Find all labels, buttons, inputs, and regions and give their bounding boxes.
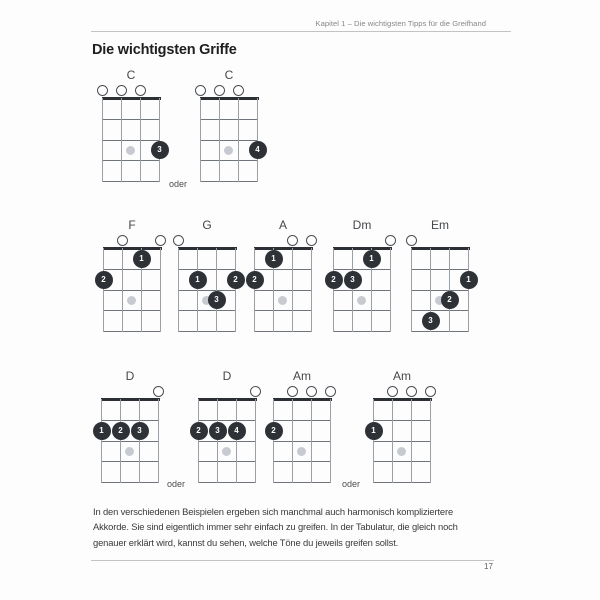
string-line [121, 98, 122, 182]
finger-dot: 2 [265, 422, 283, 440]
string-line [122, 248, 123, 332]
chapter-header: Kapitel 1 – Die wichtigsten Tipps für die Greifhand [315, 19, 486, 28]
fret-line [273, 461, 331, 462]
chord-name-label: C [224, 68, 234, 82]
string-line [139, 399, 140, 483]
chord-name-label: A [278, 218, 287, 232]
fret-line [101, 461, 159, 462]
string-line [178, 248, 179, 332]
chord-diagram-d-2 [198, 369, 256, 484]
footer-rule [91, 560, 494, 561]
nut-line [178, 247, 237, 250]
finger-dot: 3 [209, 422, 227, 440]
chord-diagram-c-1 [102, 68, 160, 183]
finger-dot: 4 [228, 422, 246, 440]
fret-line [411, 331, 469, 332]
fret-line [411, 269, 469, 270]
string-line [238, 98, 239, 182]
chord-name-label: Am [293, 369, 311, 383]
open-string-circle [155, 235, 166, 246]
fret-line [102, 160, 160, 161]
finger-dot: 1 [363, 250, 381, 268]
finger-dot: 3 [208, 291, 226, 309]
string-line [411, 248, 412, 332]
chord-name-label: F [128, 218, 136, 232]
open-string-circle [250, 386, 261, 397]
string-line [333, 248, 334, 332]
fret-line [103, 290, 161, 291]
finger-dot: 2 [325, 271, 343, 289]
string-line [292, 399, 293, 483]
chord-diagram-dm [333, 218, 391, 333]
open-string-circle [325, 386, 336, 397]
nut-line [273, 398, 332, 401]
string-line [103, 248, 104, 332]
fret-marker-dot [222, 447, 231, 456]
chord-diagram-c-2 [200, 68, 258, 183]
string-line [430, 399, 431, 483]
string-line [411, 399, 412, 483]
string-line [159, 98, 160, 182]
fret-line [198, 420, 256, 421]
chord-name-label: Dm [352, 218, 372, 232]
paragraph-line-1: In den verschiedenen Beispielen ergeben sich manchmal auch harmonisch kompliziertere [93, 506, 454, 517]
string-line [373, 399, 374, 483]
finger-dot: 4 [249, 141, 267, 159]
string-line [200, 98, 201, 182]
string-line [197, 248, 198, 332]
fret-line [273, 441, 331, 442]
chord-name-label: Am [393, 369, 411, 383]
string-line [102, 98, 103, 182]
fret-line [200, 119, 258, 120]
fret-line [254, 331, 312, 332]
body-paragraph [93, 504, 458, 550]
open-string-circle [173, 235, 184, 246]
string-line [311, 248, 312, 332]
open-string-circle [387, 386, 398, 397]
finger-dot: 1 [93, 422, 111, 440]
fret-line [101, 420, 159, 421]
oder-label-3: oder [342, 479, 361, 489]
string-line [198, 399, 199, 483]
string-line [273, 399, 274, 483]
fret-line [178, 290, 236, 291]
open-string-circle [97, 85, 108, 96]
fret-line [198, 482, 256, 483]
string-line [120, 399, 121, 483]
fret-marker-dot [126, 146, 135, 155]
fret-line [333, 331, 391, 332]
fret-line [103, 310, 161, 311]
fret-line [373, 441, 431, 442]
open-string-circle [195, 85, 206, 96]
finger-dot: 2 [441, 291, 459, 309]
string-line [101, 399, 102, 483]
string-line [468, 248, 469, 332]
fret-line [373, 420, 431, 421]
finger-dot: 3 [131, 422, 149, 440]
nut-line [254, 247, 313, 250]
paragraph-line-2: Akkorde. Sie sind eigentlich immer sehr einfach zu greifen. In der Tabulatur, die gleich noch [93, 521, 458, 533]
chord-name-label: D [222, 369, 232, 383]
open-string-circle [116, 85, 127, 96]
fret-marker-dot [357, 296, 366, 305]
fret-line [102, 140, 160, 141]
finger-dot: 3 [422, 312, 440, 330]
open-string-circle [117, 235, 128, 246]
open-string-circle [306, 235, 317, 246]
fret-line [178, 269, 236, 270]
fret-line [333, 290, 391, 291]
finger-dot: 1 [189, 271, 207, 289]
header-rule [91, 31, 511, 32]
chord-diagram-am-1 [273, 369, 331, 484]
finger-dot: 1 [365, 422, 383, 440]
page-number: 17 [484, 562, 493, 571]
open-string-circle [287, 386, 298, 397]
string-line [160, 248, 161, 332]
nut-line [333, 247, 392, 250]
nut-line [411, 247, 470, 250]
fret-line [200, 140, 258, 141]
string-line [390, 248, 391, 332]
fret-line [333, 310, 391, 311]
open-string-circle [425, 386, 436, 397]
string-line [254, 248, 255, 332]
fret-line [373, 482, 431, 483]
chord-diagram-em [411, 218, 469, 333]
fret-line [200, 181, 258, 182]
string-line [140, 98, 141, 182]
chord-name-label: Em [431, 218, 449, 232]
chord-diagram-am-2 [373, 369, 431, 484]
fret-line [178, 310, 236, 311]
string-line [449, 248, 450, 332]
open-string-circle [385, 235, 396, 246]
finger-dot: 2 [190, 422, 208, 440]
fret-line [102, 119, 160, 120]
fret-marker-dot [397, 447, 406, 456]
finger-dot: 1 [460, 271, 478, 289]
open-string-circle [233, 85, 244, 96]
nut-line [373, 398, 432, 401]
fret-line [254, 310, 312, 311]
nut-line [198, 398, 257, 401]
string-line [311, 399, 312, 483]
chord-name-label: C [126, 68, 136, 82]
string-line [257, 98, 258, 182]
open-string-circle [306, 386, 317, 397]
fret-line [101, 482, 159, 483]
fret-marker-dot [224, 146, 233, 155]
nut-line [200, 97, 259, 100]
finger-dot: 2 [246, 271, 264, 289]
chord-diagram-a [254, 218, 312, 333]
open-string-circle [153, 386, 164, 397]
fret-line [102, 181, 160, 182]
string-line [255, 399, 256, 483]
string-line [235, 248, 236, 332]
paragraph-line-3: genauer erklärt wird, kannst du sehen, welche Töne du jeweils greifen sollst. [93, 536, 399, 548]
fret-line [273, 420, 331, 421]
finger-dot: 3 [151, 141, 169, 159]
chord-diagram-g [178, 218, 236, 333]
open-string-circle [214, 85, 225, 96]
string-line [292, 248, 293, 332]
fret-line [101, 441, 159, 442]
string-line [352, 248, 353, 332]
string-line [330, 399, 331, 483]
string-line [392, 399, 393, 483]
fret-marker-dot [125, 447, 134, 456]
nut-line [102, 97, 161, 100]
fret-line [103, 331, 161, 332]
fret-line [178, 331, 236, 332]
string-line [217, 399, 218, 483]
chord-diagram-f [103, 218, 161, 333]
fret-marker-dot [278, 296, 287, 305]
oder-label-2: oder [167, 479, 186, 489]
finger-dot: 1 [265, 250, 283, 268]
finger-dot: 2 [95, 271, 113, 289]
fret-line [373, 461, 431, 462]
fret-line [273, 482, 331, 483]
fret-line [254, 269, 312, 270]
fret-line [198, 441, 256, 442]
string-line [236, 399, 237, 483]
chord-name-label: G [202, 218, 212, 232]
fret-line [411, 290, 469, 291]
fret-line [200, 160, 258, 161]
fret-line [198, 461, 256, 462]
open-string-circle [135, 85, 146, 96]
fret-line [411, 310, 469, 311]
open-string-circle [287, 235, 298, 246]
oder-label-1: oder [169, 179, 188, 189]
finger-dot: 2 [112, 422, 130, 440]
page-title: Die wichtigsten Griffe [92, 42, 237, 58]
open-string-circle [406, 386, 417, 397]
finger-dot: 1 [133, 250, 151, 268]
fret-line [254, 290, 312, 291]
fret-marker-dot [297, 447, 306, 456]
nut-line [101, 398, 160, 401]
string-line [219, 98, 220, 182]
finger-dot: 2 [227, 271, 245, 289]
finger-dot: 3 [344, 271, 362, 289]
nut-line [103, 247, 162, 250]
fret-line [333, 269, 391, 270]
open-string-circle [406, 235, 417, 246]
string-line [216, 248, 217, 332]
chord-name-label: D [125, 369, 135, 383]
fret-line [103, 269, 161, 270]
fret-marker-dot [127, 296, 136, 305]
chord-diagram-d-1 [101, 369, 159, 484]
string-line [158, 399, 159, 483]
